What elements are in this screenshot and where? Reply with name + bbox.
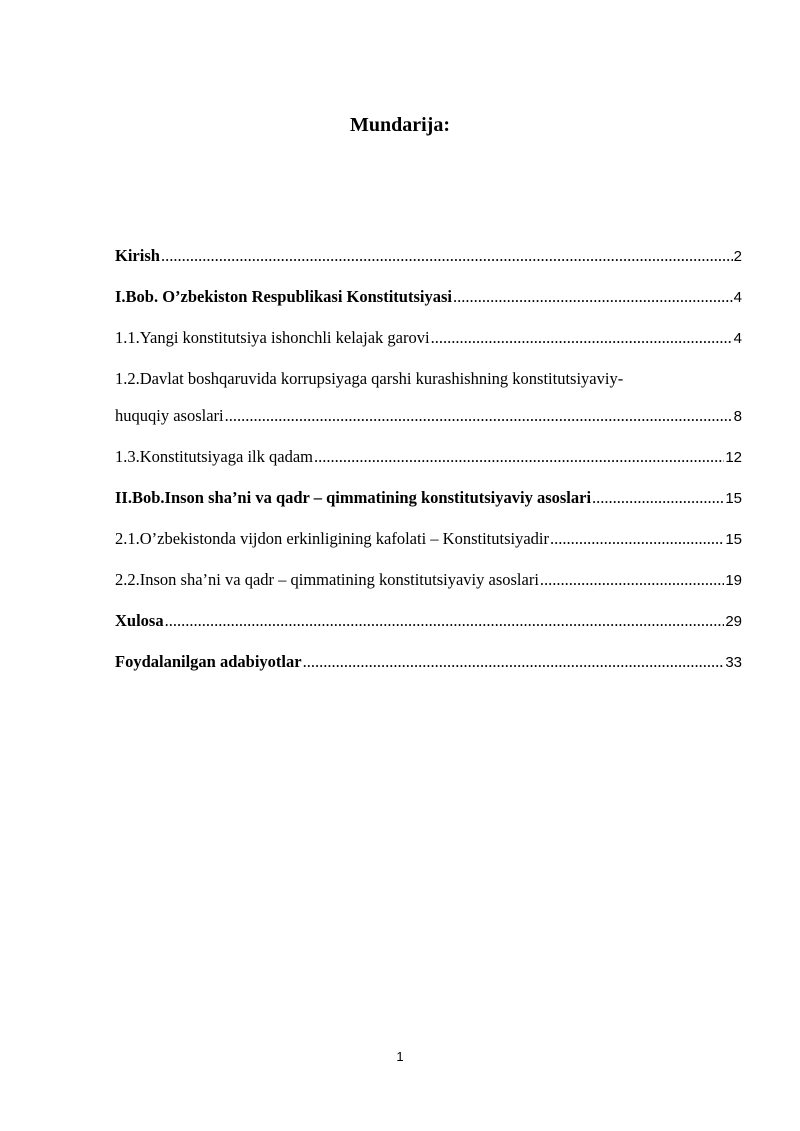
toc-entry-label: 1.1.Yangi konstitutsiya ishonchli kelajak garovi bbox=[115, 328, 430, 347]
toc-entry-1-3[interactable] bbox=[115, 446, 742, 468]
toc-entry-label-line2: huquqiy asoslari bbox=[115, 406, 224, 425]
toc-leader-dots bbox=[431, 327, 733, 349]
toc-leader-dots bbox=[303, 651, 725, 673]
toc-page-number: 15 bbox=[725, 531, 742, 548]
toc-entry-label: II.Bob.Inson sha’ni va qadr – qimmatining konstitutsiyaviy asoslari bbox=[115, 488, 592, 507]
toc-leader-dots bbox=[225, 405, 733, 427]
toc-entry-2-2[interactable] bbox=[115, 569, 742, 591]
toc-entry-label: Kirish bbox=[115, 246, 160, 265]
toc-page-number: 4 bbox=[733, 289, 742, 306]
toc-page-number: 19 bbox=[725, 572, 742, 589]
toc-entry-bob1[interactable] bbox=[115, 286, 742, 308]
toc-leader-dots bbox=[540, 569, 724, 591]
toc-entry-2-1[interactable] bbox=[115, 528, 742, 550]
page-number-footer: 1 bbox=[396, 1049, 404, 1064]
toc-page-number: 4 bbox=[733, 330, 742, 347]
toc-page-number: 2 bbox=[733, 248, 742, 265]
toc-entry-bob2[interactable] bbox=[115, 487, 742, 509]
toc-leader-dots bbox=[165, 610, 725, 632]
toc-entry-1-2[interactable] bbox=[115, 368, 742, 427]
toc-leader-dots bbox=[161, 245, 733, 267]
toc-page-number: 29 bbox=[725, 613, 742, 630]
toc-entry-label: 2.1.O’zbekistonda vijdon erkinligining kafolati – Konstitutsiyadir bbox=[115, 529, 549, 548]
toc-entry-label: I.Bob. O’zbekiston Respublikasi Konstitutsiyasi bbox=[115, 287, 452, 306]
toc-entry-kirish[interactable] bbox=[115, 245, 742, 267]
toc-entry-1-1[interactable] bbox=[115, 327, 742, 349]
toc-entry-adabiyotlar[interactable] bbox=[115, 651, 742, 673]
toc-entry-label: Xulosa bbox=[115, 611, 164, 630]
toc-entry-label: Foydalanilgan adabiyotlar bbox=[115, 652, 302, 671]
toc-entry-xulosa[interactable] bbox=[115, 610, 742, 632]
toc-leader-dots bbox=[453, 286, 733, 308]
toc-page-number: 33 bbox=[725, 654, 742, 671]
toc-entry-label-line1: 1.2.Davlat boshqaruvida korrupsiyaga qarshi kurashishning konstitutsiyaviy- bbox=[115, 369, 624, 388]
toc-page-number: 8 bbox=[733, 408, 742, 425]
toc-leader-dots bbox=[592, 487, 724, 509]
toc-entry-label: 1.3.Konstitutsiyaga ilk qadam bbox=[115, 447, 313, 466]
toc-leader-dots bbox=[314, 446, 724, 468]
page-title: Mundarija: bbox=[350, 114, 450, 136]
table-of-contents bbox=[115, 245, 742, 692]
toc-page-number: 12 bbox=[725, 449, 742, 466]
toc-entry-label: 2.2.Inson sha’ni va qadr – qimmatining konstitutsiyaviy asoslari bbox=[115, 570, 539, 589]
toc-page-number: 15 bbox=[725, 490, 742, 507]
toc-leader-dots bbox=[550, 528, 724, 550]
